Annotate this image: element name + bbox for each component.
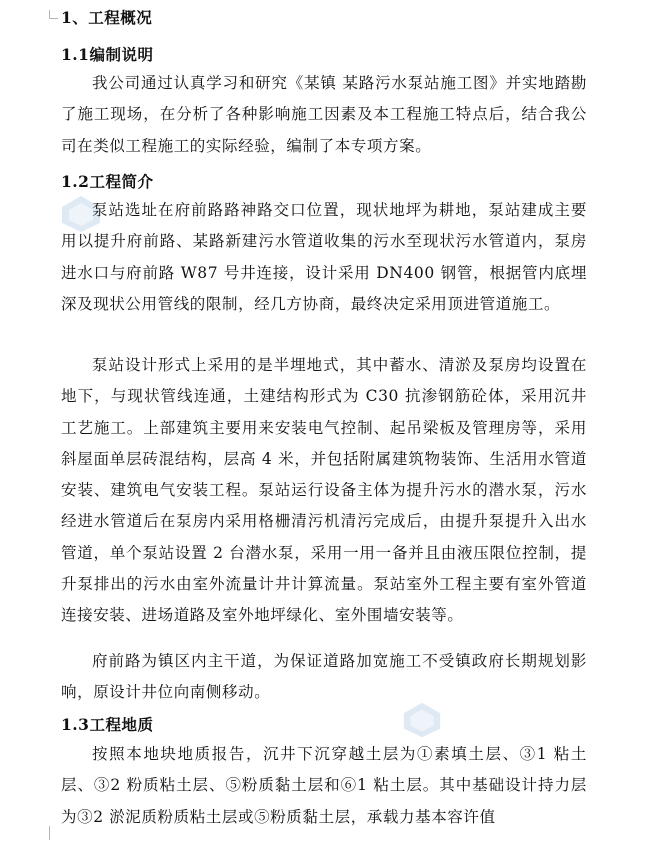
paragraph-compilation: 我公司通过认真学习和研究《某镇 某路污水泵站施工图》并实地踏勘了施工现场，在分析了各种影响施工因素及本工程施工特点后，结合我公司在类似工程施工的实际经验，编制了本专项方案。 (61, 74, 587, 155)
paragraph-geology: 按照本地块地质报告，沉井下沉穿越土层为①素填土层、③1 粘土层、③2 粉质粘土层、⑤粉质黏土层和⑥1 粘土层。其中基础设计持力层为③2 淤泥质粉质粘土层或⑤粉质黏土层，承载力基本容许值 (61, 745, 587, 826)
section-title-geology: 1.3工程地质 (61, 715, 154, 734)
main-heading: 1、工程概况 (61, 8, 153, 27)
section-title-compilation: 1.1编制说明 (61, 45, 154, 64)
paragraph-design-form: 泵站设计形式上采用的是半埋地式，其中蓄水、清淤及泵房均设置在地下，与现状管线连通，土建结构形式为 C30 抗渗钢筋砼体，采用沉井工艺施工。上部建筑主要用来安装电气控制、起吊梁板及管理房等，采用斜屋面单层砖混结构，层高 4 米，并包括附属建筑物装饰、生活用水管道安装、建筑电气安装工程。泵站运行设备主体为提升污水的潜水泵，污水经进水管道后在泵房内采用格栅清污机清污完成后，由提升泵提升入出水管道，单个泵站设置 2 台潜水泵，采用一用一备并且由液压限位控制，提升泵排出的污水由室外流量计井计算流量。泵站室外工程主要有室外管道连接安装、进场道路及室外地坪绿化、室外围墙安装等。 (61, 356, 587, 625)
section-title-overview: 1.2工程简介 (61, 172, 154, 191)
paragraph-road-planning: 府前路为镇区内主干道，为保证道路加宽施工不受镇政府长期规划影响，原设计井位向南侧移动。 (61, 652, 587, 702)
page-margin-mark (49, 826, 58, 840)
page-corner-mark (49, 10, 58, 19)
paragraph-site-location: 泵站选址在府前路路神路交口位置，现状地坪为耕地，泵站建成主要用以提升府前路、某路新建污水管道收集的污水至现状污水管道内，泵房进水口与府前路 W87 号井连接，设计采用 DN400 钢管，根据管内底埋深及现状公用管线的限制，经几方协商，最终决定采用顶进管道施工。 (61, 201, 587, 313)
